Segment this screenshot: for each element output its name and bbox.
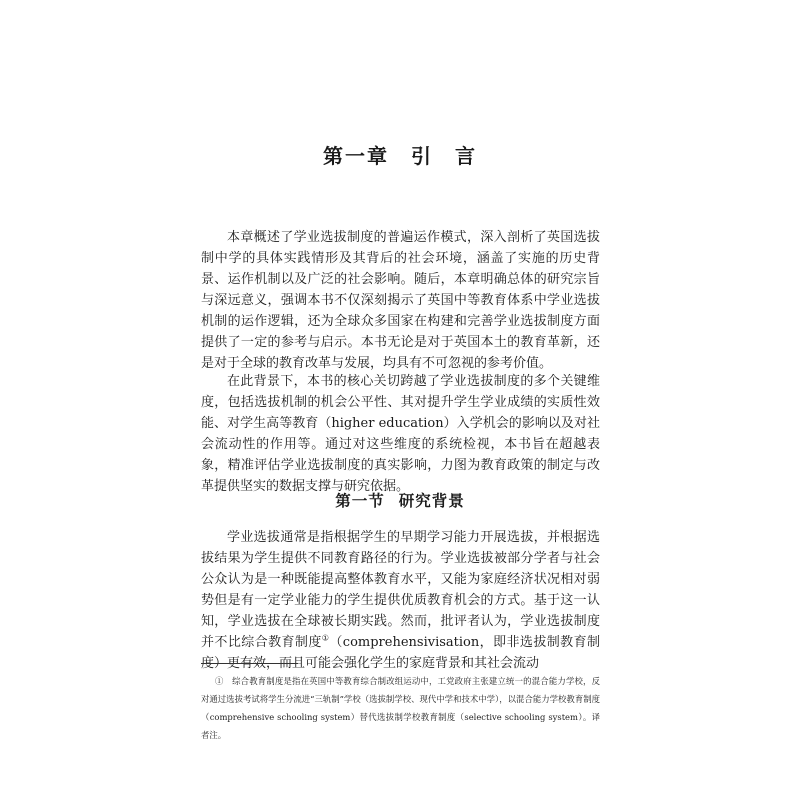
chapter-title: [0, 140, 800, 169]
footnote-reference-mark: ①: [321, 633, 330, 643]
chapter-heading: 引 言: [411, 144, 477, 168]
paragraph-focus: 在此背景下，本书的核心关切跨越了学业选拔制度的多个关键维度，包括选拔机制的机会公平性、其对提升学生学业成绩的实质性效能、对学生高等教育（higher education）入学机会的影响以及对社会流动性的作用等。通过对这些维度的系统检视，本书旨在超越表象，精准评估学业选拔制度的真实影响，力图为教育政策的制定与改革提供坚实的数据支撑与研究依据。: [201, 374, 600, 494]
section-title: [0, 489, 800, 511]
footnote: ① 综合教育制度是指在英国中等教育综合制改组运动中，工党政府主张建立统一的混合能力学校，反对通过选拔考试将学生分流进“三轨制”学校（选拔制学校、现代中学和技术中学），以混合能力学校教育制度（comprehensive schooling system）替代选拔制学校教育制度（selective schooling system）。译者注。: [201, 676, 600, 740]
paragraph-background-text-1: 学业选拔通常是指根据学生的早期学习能力开展选拔，并根据选拔结果为学生提供不同教育路径的行为。学业选拔被部分学者与社会公众认为是一种既能提高整体教育水平，又能为家庭经济状况相对弱势但是有一定学业能力的学生提供优质教育机会的方式。基于这一认知，学业选拔在全球被长期实践。然而，批评者认为，学业选拔制度并不比综合教育制度: [201, 530, 600, 650]
chapter-label: 第一章: [323, 144, 389, 168]
paragraph-background: [201, 527, 600, 674]
section-label: 第一节: [335, 491, 385, 510]
paragraph-intro: 本章概述了学业选拔制度的普遍运作模式，深入剖析了英国选拔制中学的具体实践情形及其背后的社会环境，涵盖了实施的历史背景、运作机制以及广泛的社会影响。随后，本章明确总体的研究宗旨与深远意义，强调本书不仅深刻揭示了英国中等教育体系中学业选拔机制的运作逻辑，还为全球众多国家在构建和完善学业选拔制度方面提供了一定的参考与启示。本书无论是对于英国本土的教育革新，还是对于全球的教育改革与发展，均具有不可忽视的参考价值。: [201, 230, 600, 371]
section-heading: 研究背景: [398, 491, 465, 510]
paragraph-background-text-2: （comprehensivisation，即非选拔制教育制度）更有效，而且可能会强化学生的家庭背景和其社会流动: [201, 635, 600, 671]
footnote-divider: [201, 663, 298, 664]
